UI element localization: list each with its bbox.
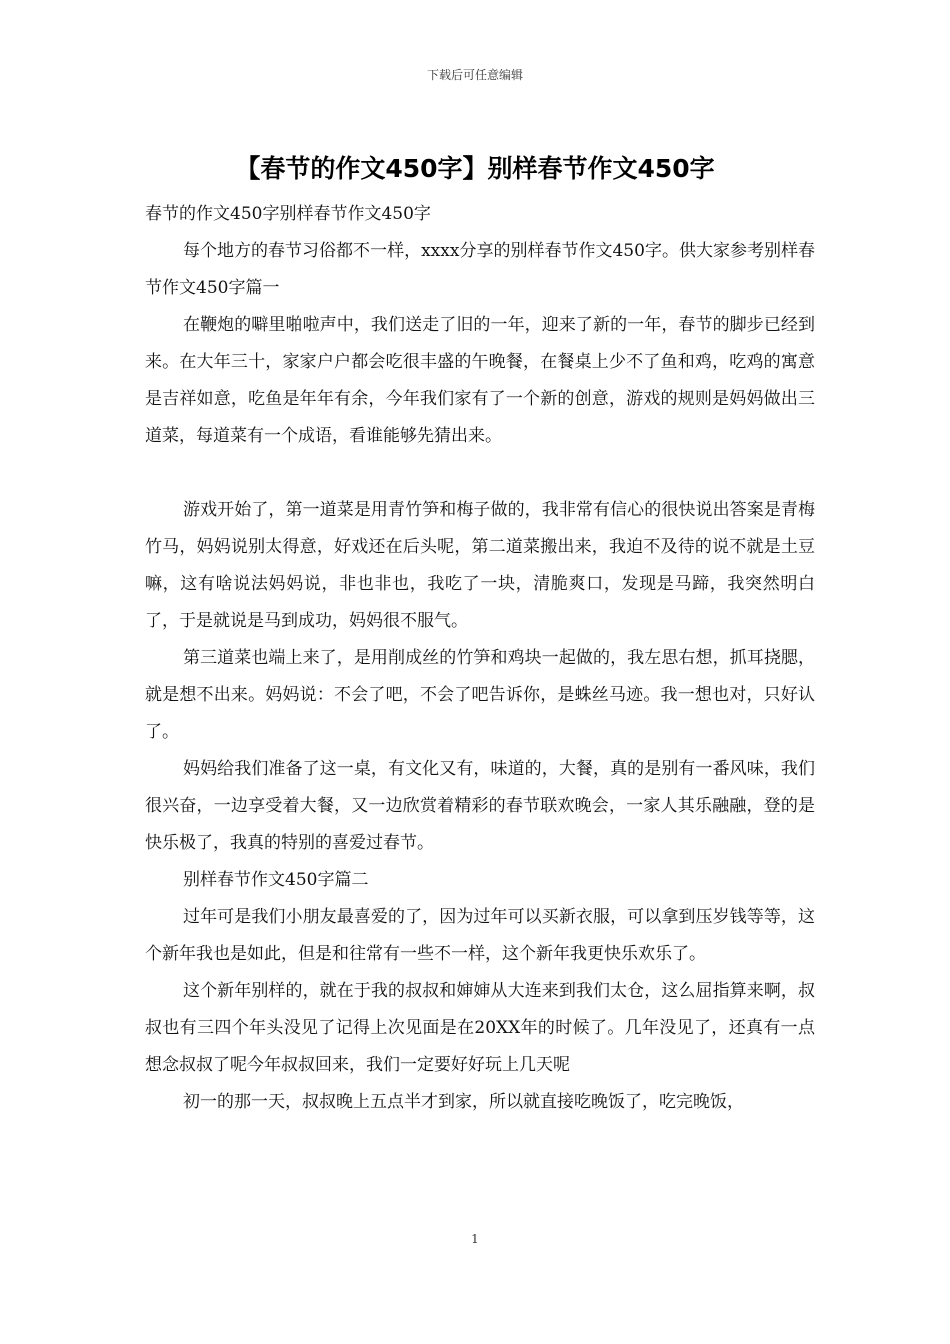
paragraph-intro: 每个地方的春节习俗都不一样，xxxx分享的别样春节作文450字。供大家参考别样春节作文450字篇一	[145, 241, 815, 298]
paragraph: 第三道菜也端上来了，是用削成丝的竹笋和鸡块一起做的，我左思右想，抓耳挠腮，就是想不出来。妈妈说：不会了吧，不会了吧告诉你，是蛛丝马迹。我一想也对，只好认了。	[145, 648, 815, 742]
page-number: 1	[471, 1232, 479, 1246]
paragraph: 在鞭炮的噼里啪啦声中，我们送走了旧的一年，迎来了新的一年，春节的脚步已经到来。在大年三十，家家户户都会吃很丰盛的午晚餐，在餐桌上少不了鱼和鸡，吃鸡的寓意是吉祥如意，吃鱼是年年有余，今年我们家有了一个新的创意，游戏的规则是妈妈做出三道菜，每道菜有一个成语，看谁能够先猜出来。	[145, 315, 815, 446]
paragraph: 妈妈给我们准备了这一桌，有文化又有，味道的，大餐，真的是别有一番风味，我们很兴奋，一边享受着大餐，又一边欣赏着精彩的春节联欢晚会，一家人其乐融融，登的是快乐极了，我真的特别的喜爱过春节。	[145, 759, 815, 853]
paragraph: 过年可是我们小朋友最喜爱的了，因为过年可以买新衣服，可以拿到压岁钱等等，这个新年我也是如此，但是和往常有一些不一样，这个新年我更快乐欢乐了。	[145, 907, 815, 964]
document-title: 【春节的作文450字】别样春节作文450字	[235, 154, 715, 183]
blank-line	[145, 455, 815, 492]
paragraph: 游戏开始了，第一道菜是用青竹笋和梅子做的，我非常有信心的很快说出答案是青梅竹马，妈妈说别太得意，好戏还在后头呢，第二道菜搬出来，我迫不及待的说不就是土豆嘛，这有啥说法妈妈说，非也非也，我吃了一块，清脆爽口，发现是马蹄，我突然明白了，于是就说是马到成功，妈妈很不服气。	[145, 500, 815, 631]
subtitle-line: 春节的作文450字别样春节作文450字	[145, 204, 431, 224]
paragraph: 初一的那一天，叔叔晚上五点半才到家，所以就直接吃晚饭了，吃完晚饭，	[183, 1092, 744, 1112]
section-heading: 别样春节作文450字篇二	[183, 870, 369, 890]
page-header: 下载后可任意编辑	[426, 68, 523, 82]
paragraph: 这个新年别样的，就在于我的叔叔和婶婶从大连来到我们太仓，这么屈指算来啊，叔叔也有三四个年头没见了记得上次见面是在20XX年的时候了。几年没见了，还真有一点想念叔叔了呢今年叔叔回来，我们一定要好好玩上几天呢	[145, 981, 815, 1075]
document-body	[145, 196, 815, 1121]
